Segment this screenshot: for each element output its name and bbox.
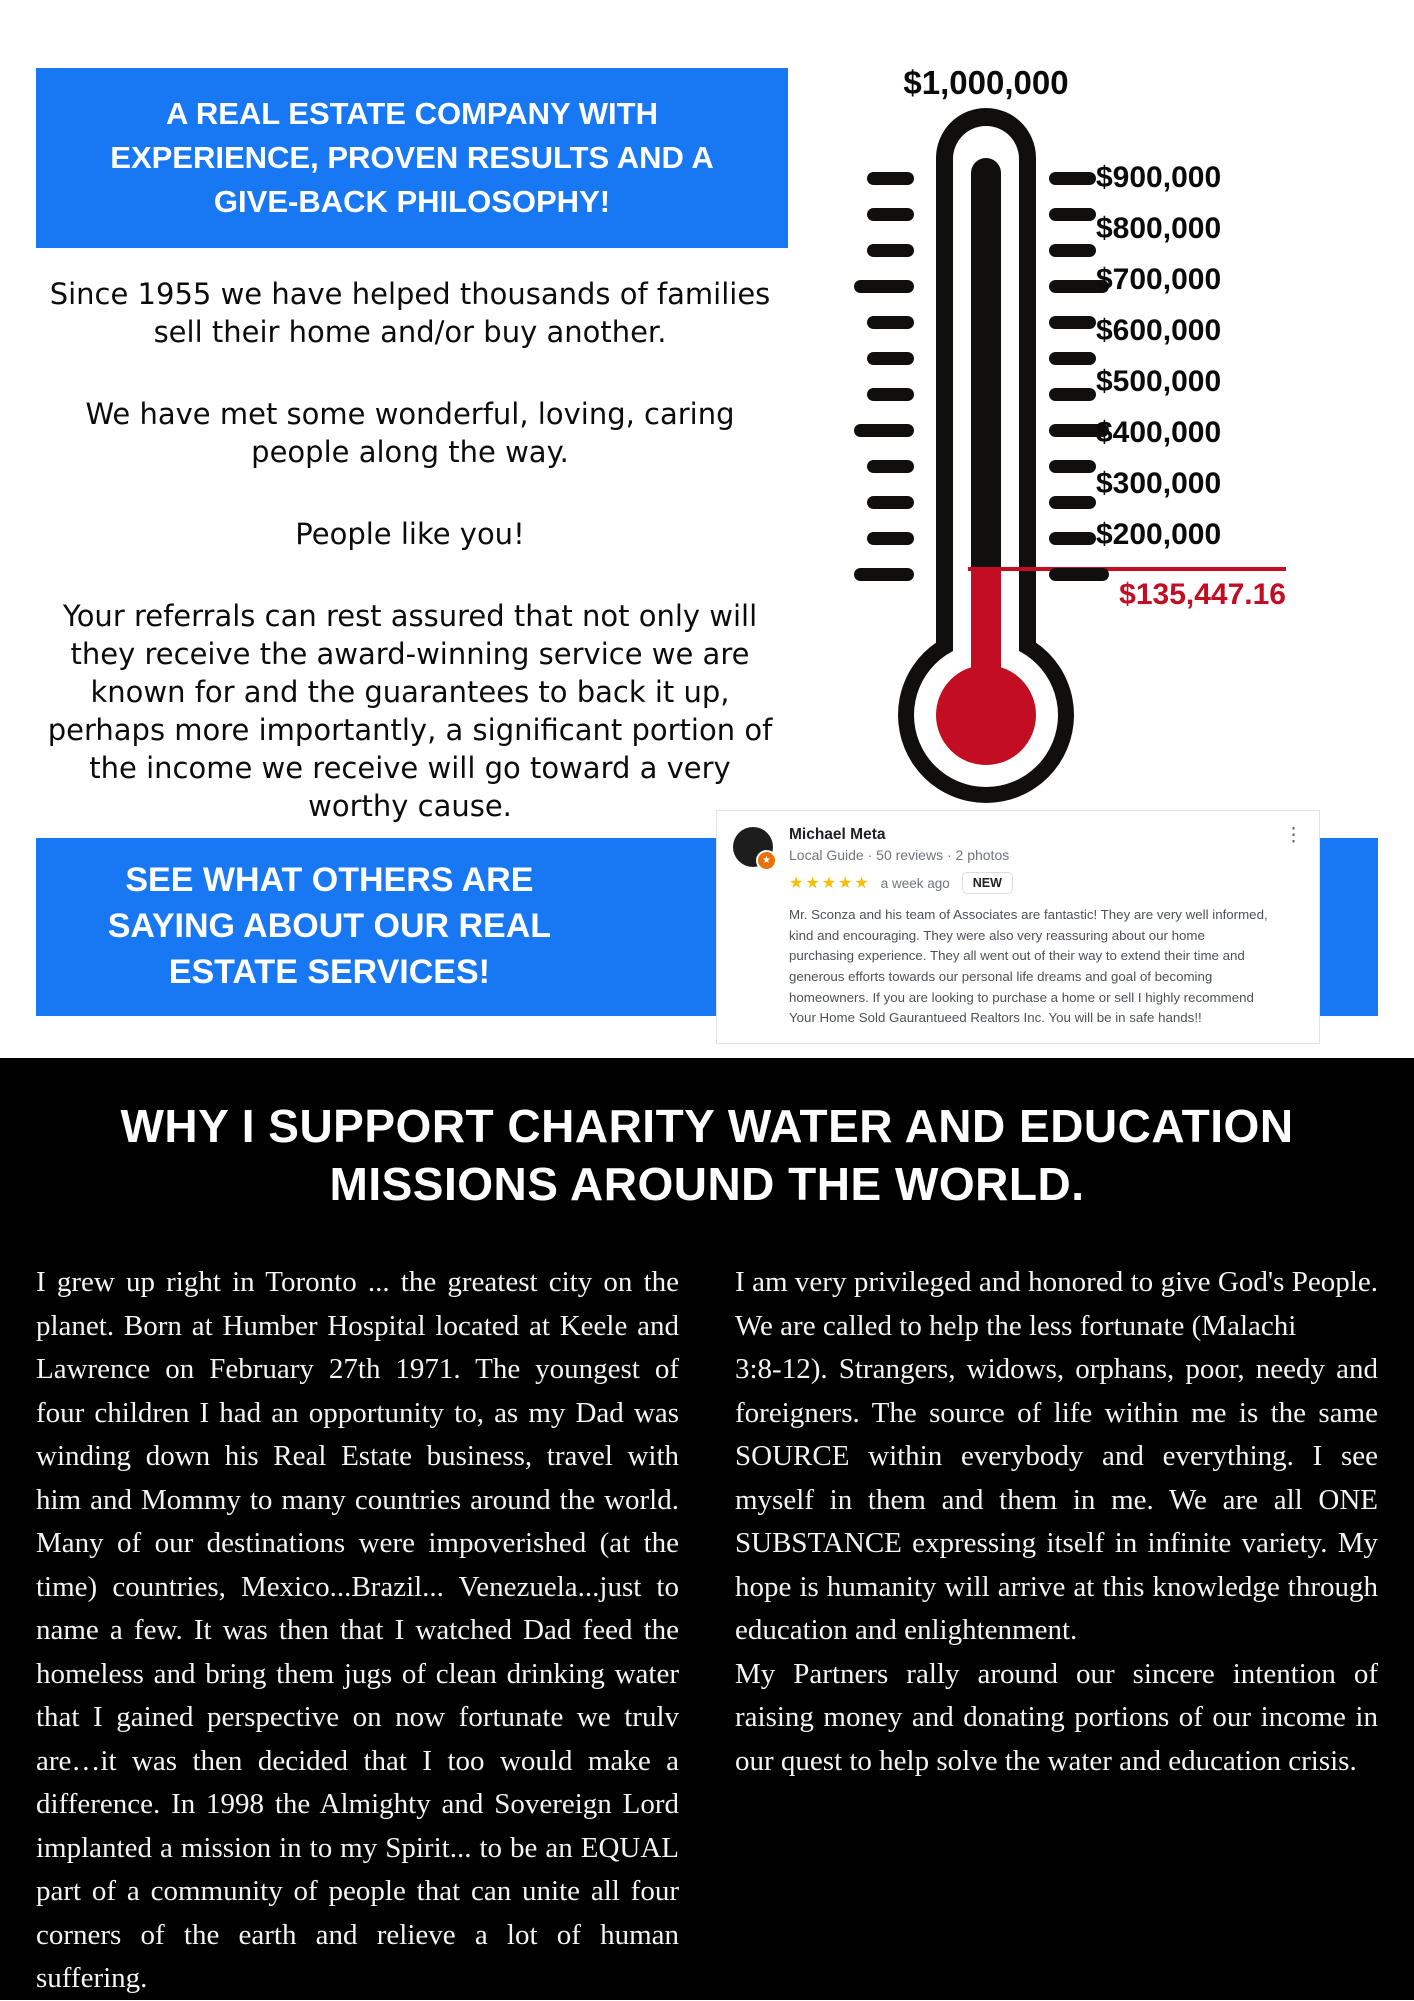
charity-section [0,1058,1414,2000]
top-section [0,0,1414,823]
tick-mark [854,424,914,437]
tick-mark [867,460,914,473]
new-badge: NEW [962,872,1013,894]
testimonial-banner [36,825,1378,1026]
review-content [789,826,1273,1029]
tick-mark [1049,532,1096,545]
tick-mark [854,280,914,293]
review-rating-row [789,872,1273,894]
scale-label: $300,000 [1096,466,1222,500]
google-review-card [716,810,1320,1044]
tick-mark [867,496,914,509]
ticks-left [854,172,914,581]
tick-mark [1049,388,1096,401]
tick-mark [1049,460,1096,473]
tick-mark [867,352,914,365]
charity-heading [36,1098,1378,1213]
header-banner: A REAL ESTATE COMPANY WITH EXPERIENCE, PROVEN RESULTS AND A GIVE-BACK PHILOSOPHY! [36,68,788,248]
testimonial-heading: SEE WHAT OTHERS ARE SAYING ABOUT OUR REAL ESTATE SERVICES! [107,861,552,991]
fundraising-thermometer [832,62,1410,818]
tick-mark [867,172,914,185]
intro-paragraph: Since 1955 we have helped thousands of families sell their home and/or buy another. [49,277,771,350]
scale-label: $400,000 [1096,415,1222,449]
review-timestamp: a week ago [880,875,950,891]
star-rating-icons: ★★★★★ [789,875,871,893]
thermometer-column-upper [971,158,1001,569]
thermometer-current-amount: $135,447.16 [1119,578,1286,611]
tick-mark [1049,244,1096,257]
tick-mark [867,244,914,257]
charity-left-column [36,1261,679,2001]
intro-paragraph: Your referrals can rest assured that not only will they receive the award-winning service we are known for and the guarantees to back it up, perhaps more importantly, a significant portion of the income we receive will go toward a very worthy cause. [47,598,773,823]
intro-column [36,62,788,823]
tick-mark [1049,316,1096,329]
charity-paragraph: 3:8-12). Strangers, widows, orphans, poor, needy and foreigners. The source of life within me is the same SOURCE within everybody and everything. I see myself in them and them in me. We are all ONE SUBSTANCE expressing itself in infinite variety. My hope is humanity will arrive at this knowledge through education and enlightenment. [735,1353,1378,1646]
local-guide-badge-icon: ★ [756,850,777,871]
charity-columns [36,1261,1378,2001]
tick-mark [867,532,914,545]
tick-mark [867,316,914,329]
scale-label: $800,000 [1096,211,1222,245]
tick-mark [1049,352,1096,365]
scale-label: $700,000 [1096,262,1222,296]
review-body: Mr. Sconza and his team of Associates are fantastic! They are very well informed, kind and encouraging. They were also very reassuring about our home purchasing experience. They all went out of their way to extend their time and generous efforts towards our personal life dreams and goal of becoming homeowners. If you are looking to purchase a home or sell I highly recommend Your Home Sold Gaurantueed Realtors Inc. You will be in safe hands!! [789,907,1268,1026]
tick-mark [1049,208,1096,221]
tick-mark [1049,496,1096,509]
charity-heading-line1: WHY I SUPPORT CHARITY WATER AND EDUCATION [120,1100,1294,1152]
charity-heading-line2: MISSIONS AROUND THE WORLD. [329,1157,1085,1210]
scale-label: $900,000 [1096,160,1222,194]
intro-paragraph: We have met some wonderful, loving, caring people along the way. [85,397,735,469]
scale-label: $500,000 [1096,364,1222,398]
thermometer-goal-label: $1,000,000 [903,64,1069,101]
reviewer-name: Michael Meta [789,826,886,844]
kebab-menu-icon[interactable]: ⋮ [1284,825,1303,847]
tick-mark [867,388,914,401]
charity-paragraph: My Partners rally around our sincere intention of raising money and donating portions of our income in our quest to help solve the water and education crisis. [735,1657,1378,1777]
thermometer-bulb-fill [936,665,1036,765]
thermometer-current-level-line [968,567,1286,571]
intro-paragraph: People like you! [295,516,525,551]
scale-label: $600,000 [1096,313,1222,347]
charity-paragraph: I am very privileged and honored to give God's People. We are called to help the less fortunate (Malachi [735,1266,1378,1342]
scale-label: $200,000 [1096,517,1222,551]
tick-mark [854,568,914,581]
thermometer-scale-labels [1096,152,1221,560]
tick-mark [867,208,914,221]
reviewer-meta: Local Guide · 50 reviews · 2 photos [789,847,1010,864]
charity-paragraph: I grew up right in Toronto ... the greatest city on the planet. Born at Humber Hospital located at Keele and Lawrence on February 27th 1971. The youngest of four children I had an opportunity to, as my Dad was winding down his Real Estate business, travel with him and Mommy to many countries around the world. Many of our destinations were impoverished (at the time) countries, Mexico...Brazil... Venezuela...just to name a few. It was then that I watched Dad feed the homeless and bring them jugs of clean drinking water that I gained perspective on now fortunate we trulv are…it was then decided that I too would make a difference. In 1998 the Almighty and Sovereign Lord implanted a mission in to my Spirit... to be an EQUAL part of a community of people that can unite all four corners of the earth and relieve a lot of human suffering. [36,1266,679,1994]
charity-right-column [735,1261,1378,2001]
avatar [733,827,773,867]
tick-mark [1049,172,1096,185]
